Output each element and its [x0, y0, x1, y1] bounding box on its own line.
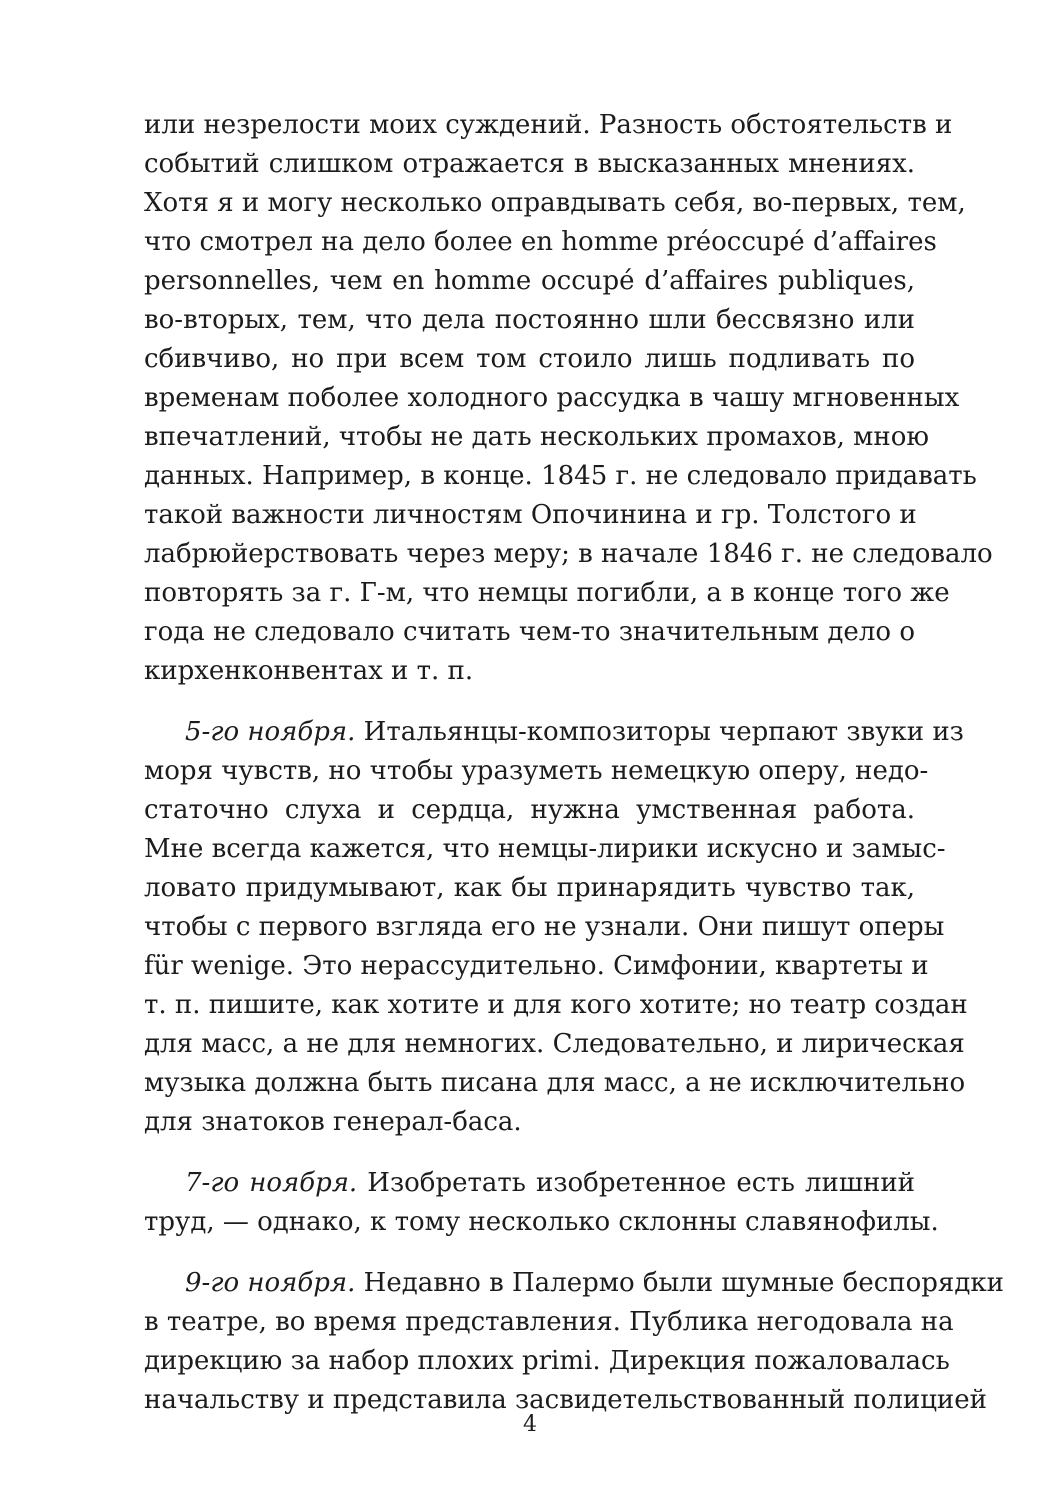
text-line: во-вторых, тем, что дела постоянно шли бессвязно или — [144, 305, 915, 335]
text-line — [144, 1164, 915, 1203]
text-line: музыка должна быть писана для масс, а не исключительно — [144, 1068, 966, 1098]
text-line: чтобы с первого взгляда его не узнали. Они пишут оперы — [144, 912, 945, 942]
text-line: кирхенконвентах и т. п. — [144, 656, 474, 686]
page-text — [144, 106, 1004, 1442]
text-line — [144, 1264, 1004, 1303]
text-line: года не следовало считать чем-то значительным дело о — [144, 617, 915, 647]
text-line: временам поболее холодного рассудка в чашу мгновенных — [144, 383, 960, 413]
entry-text: Итальянцы-композиторы черпают звуки из — [355, 717, 964, 747]
entry-date: 9-го ноября. — [185, 1268, 356, 1298]
text-line: труд, — однако, к тому несколько склонны славянофилы. — [144, 1207, 939, 1237]
text-line: впечатлений, чтобы не дать нескольких промахов, мною — [144, 422, 930, 452]
paragraph-continued — [144, 106, 993, 691]
text-line: или незрелости моих суждений. Разность обстоятельств и — [144, 110, 953, 140]
entry-text: Изобретать изобретенное есть лишний — [357, 1168, 915, 1198]
text-line: для масс, а не для немногих. Следовательно, и лирическая — [144, 1029, 965, 1059]
text-line: für wenige. Это нерассудительно. Симфонии, квартеты и — [144, 951, 929, 981]
text-line: начальству и представила засвидетельствованный полицией — [144, 1385, 987, 1415]
text-line: событий слишком отражается в высказанных мнениях. — [144, 149, 915, 179]
text-line: Хотя я и могу несколько оправдывать себя, во-первых, тем, — [144, 188, 966, 218]
text-line: сбивчиво, но при всем том стоило лишь подливать по — [144, 344, 915, 374]
paragraph-november-9 — [144, 1264, 1004, 1420]
entry-date: 7-го ноября. — [185, 1168, 358, 1198]
text-line: т. п. пишите, как хотите и для кого хотите; но театр создан — [144, 990, 968, 1020]
entry-text: Недавно в Палермо были шумные беспорядки — [355, 1268, 1004, 1298]
page-number: 4 — [523, 1412, 537, 1437]
paragraph-november-5 — [144, 713, 968, 1142]
text-line: что смотрел на дело более en homme préoccupé d’affaires — [144, 227, 937, 257]
text-line: данных. Например, в конце. 1845 г. не следовало придавать — [144, 461, 977, 491]
entry-date: 5-го ноября. — [185, 717, 356, 747]
text-line: статочно слуха и сердца, нужна умственная работа. — [144, 795, 915, 825]
text-line: Мне всегда кажется, что немцы-лирики искусно и замыс- — [144, 834, 946, 864]
paragraph-november-7 — [144, 1164, 939, 1242]
text-line: ловато придумывают, как бы принарядить чувство так, — [144, 873, 915, 903]
text-line: моря чувств, но чтобы уразуметь немецкую оперу, недо- — [144, 756, 929, 786]
text-line: в театре, во время представления. Публика негодовала на — [144, 1307, 954, 1337]
text-line: повторять за г. Г-м, что немцы погибли, а в конце того же — [144, 578, 950, 608]
text-line: personnelles, чем en homme occupé d’affaires publiques, — [144, 266, 915, 296]
text-line: дирекцию за набор плохих primi. Дирекция пожаловалась — [144, 1346, 950, 1376]
text-line — [144, 713, 964, 752]
text-line: лабрюйерствовать через меру; в начале 1846 г. не следовало — [144, 539, 993, 569]
text-line: такой важности личностям Опочинина и гр. Толстого и — [144, 500, 917, 530]
text-line: для знатоков генерал-баса. — [144, 1107, 522, 1137]
